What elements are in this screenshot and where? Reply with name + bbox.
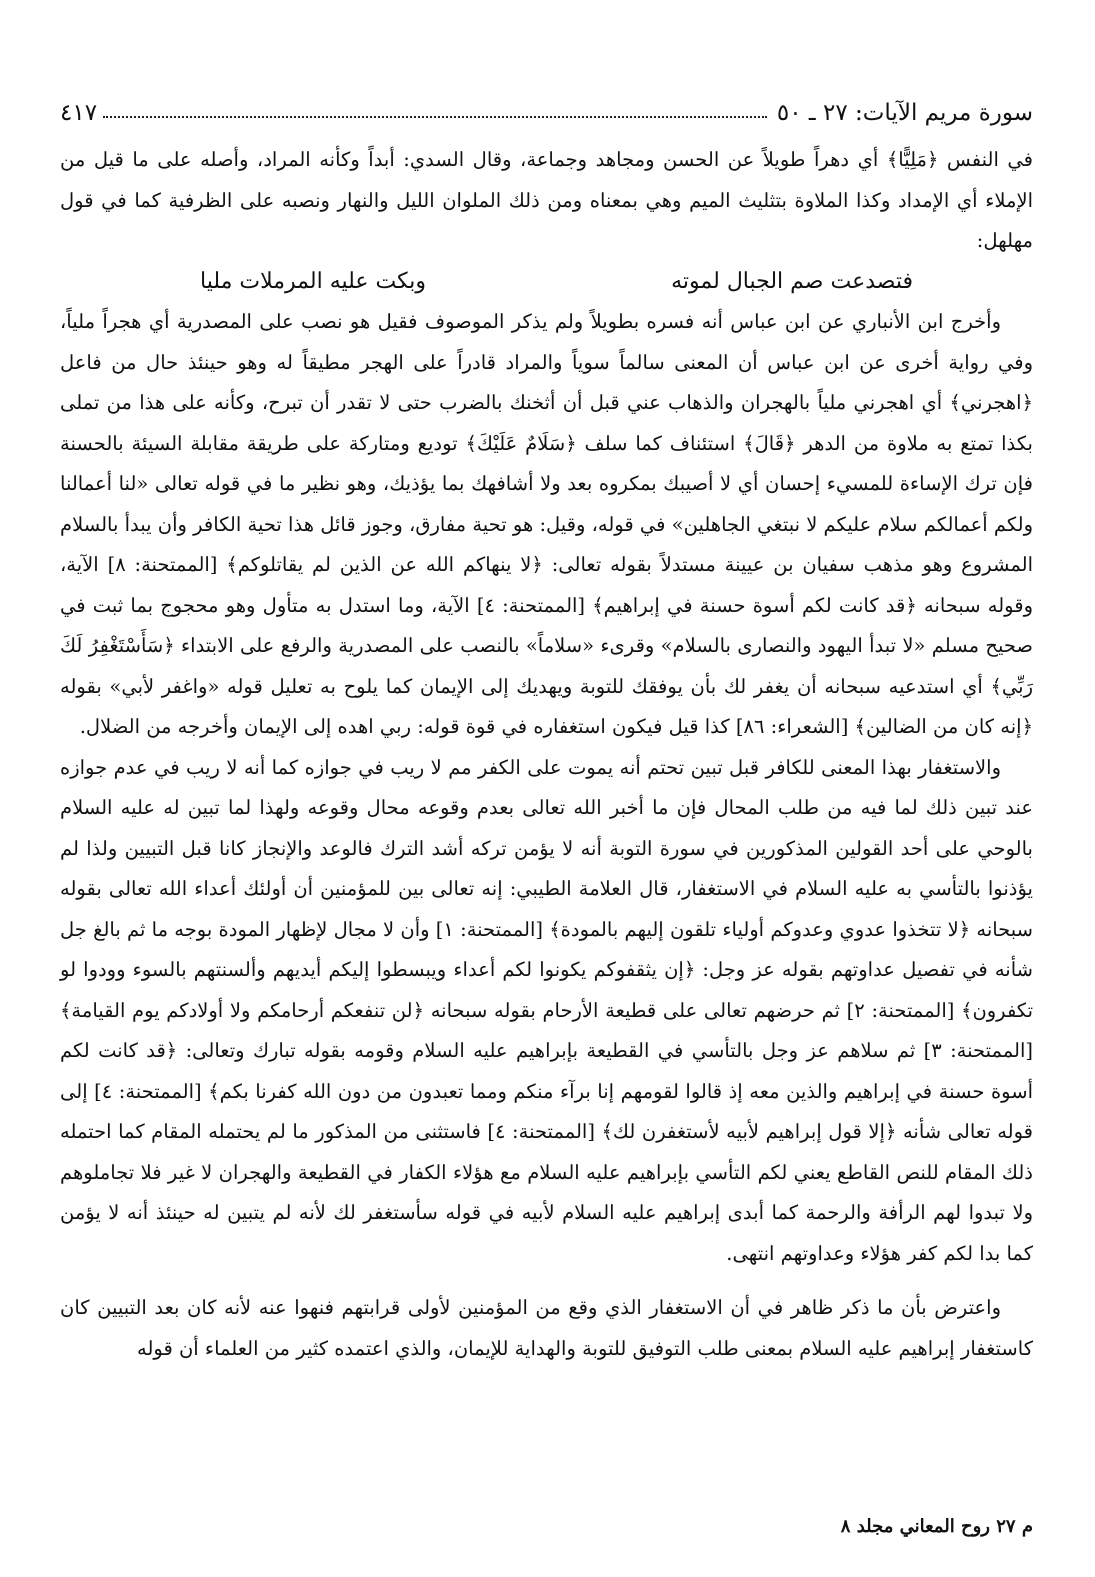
- dotted-leader: [103, 114, 767, 118]
- verse-second-hemistich: وبكت عليه المرملات مليا: [200, 268, 427, 294]
- page-header: [60, 86, 1033, 126]
- paragraph-2: وأخرج ابن الأنباري عن ابن عباس أنه فسره بطويلاً ولم يذكر الموصوف فقيل هو نصب على المصدرية أي هجراً ملياً، وفي رواية أخرى عن ابن عباس أن المعنى سالماً سوياً والمراد قادراً على الهجر مطيقاً له وهو حينئذ حال من فاعل ﴿اهجرني﴾ أي اهجرني ملياً بالهجران والذهاب عني قبل أن أثخنك بالضرب حتى لا تقدر أن تبرح، وكأنه على هذا من تملى بكذا تمتع به ملاوة من الدهر ﴿قَالَ﴾ استئناف كما سلف ﴿سَلَامٌ عَلَيْكَ﴾ توديع ومتاركة على طريقة مقابلة السيئة بالحسنة فإن ترك الإساءة للمسيء إحسان أي لا أصيبك بمكروه بعد ولا أشافهك بما يؤذيك، وهو نظير ما في قوله تعالى «لنا أعمالنا ولكم أعمالكم سلام عليكم لا نبتغي الجاهلين» في قوله، وقيل: هو تحية مفارق، وجوز قائل هذا تحية الكافر وأن يبدأ بالسلام المشروع وهو مذهب سفيان بن عيينة مستدلاً بقوله تعالى: ﴿لا ينهاكم الله عن الذين لم يقاتلوكم﴾ [الممتحنة: ٨] الآية، وقوله سبحانه ﴿قد كانت لكم أسوة حسنة في إبراهيم﴾ [الممتحنة: ٤] الآية، وما استدل به متأول وهو محجوج بما ثبت في صحيح مسلم «لا تبدأ اليهود والنصارى بالسلام» وقرىء «سلاماً» بالنصب على المصدرية والرفع على الابتداء ﴿سَأَسْتَغْفِرُ لَكَ رَبِّي﴾ أي استدعيه سبحانه أن يغفر لك بأن يوفقك للتوبة ويهديك إلى الإيمان كما يلوح به تعليل قوله «واغفر لأبي» بقوله ﴿إنه كان من الضالين﴾ [الشعراء: ٨٦] كذا قيل فيكون استغفاره في قوة قوله: ربي اهده إلى الإيمان وأخرجه من الضلال.: [60, 310, 1033, 738]
- paragraph-1: في النفس ﴿مَلِيًّا﴾ أي دهراً طويلاً عن الحسن ومجاهد وجماعة، وقال السدي: أبداً وكأنه المراد، وأصله على ما قيل من الإملاء أي الإمداد وكذا الملاوة بتثليث الميم وهي بمعناه ومن ذلك الملوان الليل والنهار ونصبه على الظرفية كما في قول مهلهل:: [60, 148, 1033, 252]
- page-body: [60, 140, 1033, 1369]
- paragraph-gap: [60, 1274, 1033, 1288]
- paragraph-3: والاستغفار بهذا المعنى للكافر قبل تبين تحتم أنه يموت على الكفر مم لا ريب في جوازه كما أنه لا ريب في عدم جوازه عند تبين ذلك لما فيه من طلب المحال فإن ما أخبر الله تعالى بعدم وقوعه محال وقوعه ولهذا لما تبين له عليه السلام بالوحي على أحد القولين المذكورين في سورة التوبة أنه لا يؤمن تركه أشد الترك فالوعد والإنجاز كانا قبل التبيين ولذا لم يؤذنوا بالتأسي به عليه السلام في الاستغفار، قال العلامة الطيبي: إنه تعالى بين للمؤمنين أن أولئك أعداء الله تعالى بقوله سبحانه ﴿لا تتخذوا عدوي وعدوكم أولياء تلقون إليهم بالمودة﴾ [الممتحنة: ١] وأن لا مجال لإظهار المودة بوجه ما ثم بالغ جل شأنه في تفصيل عداوتهم بقوله عز وجل: ﴿إن يثقفوكم يكونوا لكم أعداء ويبسطوا إليكم أيديهم وألسنتهم بالسوء وودوا لو تكفرون﴾ [الممتحنة: ٢] ثم حرضهم تعالى على قطيعة الأرحام بقوله سبحانه ﴿لن تنفعكم أرحامكم ولا أولادكم يوم القيامة﴾ [الممتحنة: ٣] ثم سلاهم عز وجل بالتأسي في القطيعة بإبراهيم عليه السلام وقومه بقوله تبارك وتعالى: ﴿قد كانت لكم أسوة حسنة في إبراهيم والذين معه إذ قالوا لقومهم إنا برآء منكم ومما تعبدون من دون الله كفرنا بكم﴾ [الممتحنة: ٤] إلى قوله تعالى شأنه ﴿إلا قول إبراهيم لأبيه لأستغفرن لك﴾ [الممتحنة: ٤] فاستثنى من المذكور ما لم يحتمله المقام كما احتمله ذلك المقام للنص القاطع يعني لكم التأسي بإبراهيم عليه السلام مع هؤلاء الكفار في القطيعة والهجران لا غير فلا تجاملوهم ولا تبدوا لهم الرأفة والرحمة كما أبدى إبراهيم عليه السلام لأبيه في قوله سأستغفر لك لأنه لم يتبين له حينئذ أنه لا يؤمن كما بدا لكم كفر هؤلاء وعداوتهم انتهى.: [60, 755, 1033, 1265]
- running-title: سورة مريم الآيات: ٢٧ ـ ٥٠: [776, 100, 1033, 126]
- poetry-verse: [60, 262, 1033, 303]
- page-number: ٤١٧: [60, 100, 98, 126]
- paragraph-4: واعترض بأن ما ذكر ظاهر في أن الاستغفار الذي وقع من المؤمنين لأولى قرابتهم فنهوا عنه لأنه كان بعد التبيين كان كاستغفار إبراهيم عليه السلام بمعنى طلب التوفيق للتوبة والهداية للإيمان، والذي اعتمده كثير من العلماء أن قوله: [60, 1296, 1033, 1360]
- verse-first-hemistich: فتصدعت صم الجبال لموته: [671, 268, 913, 294]
- volume-signature: م ٢٧ روح المعاني مجلد ٨: [840, 1516, 1033, 1537]
